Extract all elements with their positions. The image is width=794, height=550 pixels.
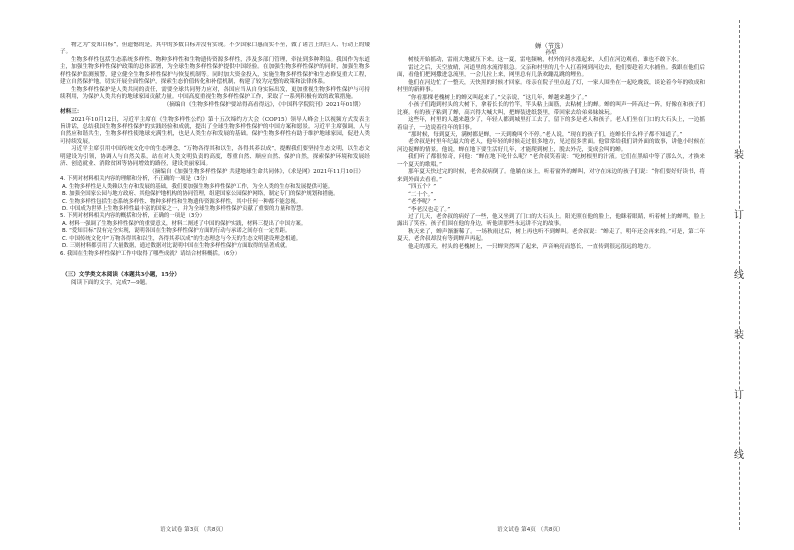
binding-label: 装: [730, 150, 748, 162]
question-stem: 5. 下列对材料相关内容的概括和分析，正确的一项是（3分）: [60, 213, 206, 220]
material-3-label: 材料三：: [60, 109, 83, 116]
binding-label: 线: [730, 450, 748, 462]
passage-author: 孙犁: [545, 50, 557, 56]
question-stem: 4. 下列对材料相关内容的理解和分析，不正确的一项是（3分）: [60, 176, 211, 183]
answer-option: C. 中国传统文化中“万物各得其和以生，各得其养以成”的生态理念与今天的生态文明建设理念相通。: [62, 235, 302, 242]
paragraph: 生物多样性包括生态系统多样性、物种多样性和生物遗传资源多样性，涉及多部门管理，牵扯到多种利益。我国作为东道主，加强生物多样性保护政策的总体部署，为全球生物多样性保护提供中国经验。在加强生物多样性保护的同时，加强生物多样性保护监测预警，建立健全生物多样性保护与恢复机制等。同时加大资金投入，实施生物多样性保护和生态修复重大工程，建立自然保护地，切实开展全面性保护，探索生态价值转化和补偿机制，构建了较为完整的政策和法律体系。: [60, 56, 370, 86]
paragraph: 过了几天，老舍叔的病好了一些，他又坐到了门口的大石头上。阳光照在他的脸上，他眯着眼睛，听着树上的蝉鸣，脸上露出了笑容。孩子们围在他的身边，听他讲那些永远讲不完的故事。: [397, 213, 705, 228]
paragraph: 树枝开始摇动，雷雨大地就压下来。这一夏，雷电频响，村外的河水涨起来，人们在河边观看，谁也不敢下水。: [408, 57, 683, 64]
question-6: 6. 我国在生物多样性保护工作中取得了哪些成就？请结合材料概括。（6分）: [60, 250, 241, 257]
paragraph: 秋天来了，蝉声渐渐稀了。一场秋雨过后，树上再也听不到蝉叫。老舍叔说：“蝉走了，明年还会再来的。”可是，第二年夏天，老舍叔却没有等到蝉声再起。: [397, 228, 705, 243]
paragraph: 雷过之后，天空放晴，河道里的水流得很急。父亲和村里的几个人扛着网到河边去，他们要趁着大水捕鱼。我跟在他们后面，看他们把网撒进急流里，一会儿拉上来，网里总有几条欢蹦乱跳的鲤鱼。: [397, 64, 705, 79]
footer-right: 语文试卷 第4页 （共8页）: [497, 527, 564, 533]
source-citation-2: （摘编自《加强生物多样性保护 共建地球生命共同体》，《求是网》2021年11月10日）: [149, 168, 364, 175]
answer-option: A. 生物多样性是人类赖以生存和发展的基础，我们要加强生物多样性保护工作，为全人类的生存和发展提供可能。: [62, 183, 334, 190]
answer-option: D. 中国成为世界上生物多样性最丰富的国家之一，并为全球生物多样性保护贡献了重要的力量和智慧。: [62, 205, 307, 212]
paragraph: “你看那棵老槐树上的蝉又叫起来了。”父亲说，“这几年，蝉越来越少了。”: [408, 94, 588, 101]
paragraph: 这些年，村里的人越来越少了，年轻人都到城里打工去了，留下的多是老人和孩子。老人们坐在门口的大石头上，一边摇着扇子，一边说着往年的旧事。: [397, 117, 705, 131]
answer-option: B. 加强全国家公园与地方政府、其他保护地机构的协同管理，组建国家公园保护网络，制定专门的保护规划和措施。: [62, 191, 339, 198]
paragraph: “李老汉也走了。”: [408, 206, 451, 213]
source-citation-1: （摘编自《生物多样性保护要站得高看得远》，《中国科学院院刊》2021年01期）: [163, 101, 364, 108]
paragraph: “四五个？”: [408, 184, 437, 191]
paragraph: 老舍叔是村里年纪最大的老人，他年轻的时候走过很多地方，见过很多世面。他常常给我们讲外面的故事，讲他小时候在河边捉蝉的情景。他说，蝉在地下要生活好几年，才能爬到树上，脱去外壳，变成会叫的蝉。: [397, 139, 705, 153]
intro-text: [60, 42, 370, 102]
paragraph: 小孩子们跑到村头的大树下，拿着长长的竹竿，竿头粘上面筋，去粘树上的蝉。蝉的叫声一阵高过一阵，好像在和孩子们比赛。有的孩子粘到了蝉，高兴得大喊大叫，把蝉装进纸袋里，带回家去给弟弟妹妹玩。: [397, 102, 705, 116]
paragraph: “老李呢？”: [408, 199, 437, 206]
right-column: [397, 42, 705, 500]
left-column: [60, 42, 370, 500]
paragraph: 他走的那天，村头的老槐树上，一只蝉突然叫了起来，声音响亮而悠长，一直传到很远很远的地方。: [408, 243, 655, 250]
paragraph: 物之为“爱知目标”，但遗憾的是，其中的多数目标并没有实现。不少国家口惠而实不至，做了诸言上的巨人、行动上的矮子。: [60, 42, 370, 56]
section-instruction: 阅读下面的文字，完成7—9题。: [71, 279, 151, 286]
answer-option: C. 生物多样性包括生态系统多样性、物种多样性和生物遗传资源多样性，其中任何一种都不能忽视。: [62, 198, 301, 205]
binding-label: 订: [730, 390, 748, 402]
paragraph: 2021年10月12日，习近平主席在《生物多样性公约》第十五次缔约方大会（COP15）领导人峰会上以视频方式发表主旨讲话，总结我国生物多样性保护的实践经验和成就，提出了全球生物多样性保护的中国方案和愿景。习近平主席强调，人与自然应和谐共生，生物多样性使地球充满生机，也是人类生存和发展的基础。保护生物多样性有助于维护地球家园，促进人类可持续发展。: [60, 116, 370, 145]
binding-label: 装: [730, 330, 748, 342]
paragraph: 他们在河边忙了一整天，天快黑的时候才回家。母亲在院子里点起了灯，一家人围坐在一起吃晚饭，谈论着今年的收成和村里的新鲜事。: [397, 79, 705, 94]
binding-label: 订: [730, 210, 748, 222]
paragraph: “二十个。”: [408, 191, 434, 198]
paragraph: 生物多样性保护是人类共同的责任，需要全球共同努力应对，各国应当从自身实际出发，更加重视生物多样性保护与可持续利用，为保护人类共有的地球家园贡献力量。中国高度重视生物多样性保护工作，采取了一系列积极有效的政策措施。: [60, 86, 370, 101]
section-heading: （三）文学类文本阅读（本题共3小题，15分）: [62, 272, 180, 279]
paragraph: 那年夏天快过完的时候，老舍叔病倒了。他躺在床上，听着窗外的蝉叫，对守在床边的孩子们说：“你们要好好读书，将来到外面去看看。”: [397, 169, 705, 183]
answer-option: B. “爱知目标”没有完全实现，说明各国在生物多样性保护方面的行动与承诺之间存在一定差距。: [62, 228, 291, 235]
question-list: [60, 176, 370, 251]
footer-left: 语文试卷 第3页 （共8页）: [160, 527, 227, 533]
answer-option: D. 三则材料都引用了大量数据，通过数据对比说明中国在生物多样性保护方面取得的显著成就。: [62, 243, 291, 250]
paragraph: “那时候，每到夏天，满树都是蝉，一天到晚叫个不停。”老人说，“现在的孩子们，连蝉长什么样子都不知道了。”: [408, 131, 683, 138]
paragraph: 习近平主席引用中国传统文化中的生态理念，“万物各得其和以生，各得其养以成”，提醒我们要坚持生态文明，以生态文明建设为引领，协调人与自然关系，站在对人类文明负责的高度，尊重自然、顺应自然、保护自然，探索保护环境和发展经济、创造就业、消除贫困等协同增效的路径，建设美丽家园。: [60, 146, 370, 168]
material-3-text: [60, 117, 370, 169]
paragraph: 我们听了都很惊奇，问他：“蝉在地下吃什么呢？”老舍叔笑着说：“吃树根里的汁液。它们在黑暗中等了那么久，才换来一个夏天的歌唱。”: [397, 154, 705, 168]
binding-label: 线: [730, 270, 748, 282]
passage-body: [397, 57, 705, 251]
answer-option: A. 材料一强调了生物多样性保护的重要意义，材料二阐述了中国的保护实践，材料三提出了中国方案。: [62, 220, 307, 227]
passage-title: 蝉（节选）: [535, 42, 567, 50]
